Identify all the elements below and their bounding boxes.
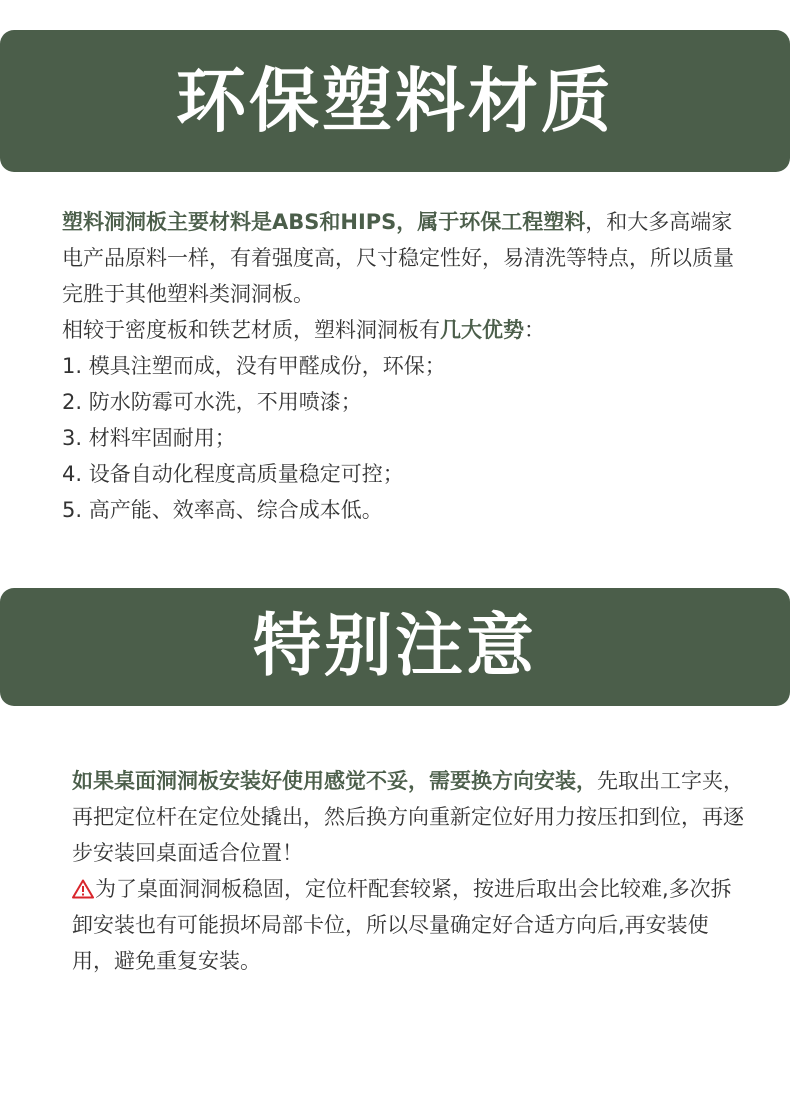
advantage-item: 2. 防水防霉可水洗，不用喷漆； <box>62 390 362 414</box>
compare-highlight: 几大优势 <box>440 318 524 342</box>
advantage-item: 5. 高产能、效率高、综合成本低。 <box>62 498 383 522</box>
intro-highlight: 塑料洞洞板主要材料是ABS和HIPS，属于环保工程塑料 <box>62 210 586 234</box>
intro-rest: ，和大多高端家电产品原料一样，有着强度高，尺寸稳定性好，易清洗等特点，所以质量完胜于其他塑料类洞洞板。 <box>62 210 734 306</box>
compare-suffix: ： <box>524 318 545 342</box>
section-banner-material <box>0 30 790 172</box>
install-note <box>72 763 744 871</box>
advantage-item: 3. 材料牢固耐用； <box>62 426 236 450</box>
material-description <box>62 204 742 528</box>
advantage-item: 1. 模具注塑而成，没有甲醛成份，环保； <box>62 354 446 378</box>
install-note-highlight: 如果桌面洞洞板安装好使用感觉不妥，需要换方向安装， <box>72 769 597 793</box>
intro-paragraph <box>62 204 742 312</box>
warning-triangle-icon <box>72 874 94 894</box>
warning-note <box>72 871 744 979</box>
advantages-list <box>62 348 742 528</box>
notice-description <box>72 763 744 979</box>
install-note-rest: 先取出工字夹，再把定位杆在定位处撬出，然后换方向重新定位好用力按压扣到位，再逐步安装回桌面适合位置！ <box>72 769 744 865</box>
compare-line <box>62 312 742 348</box>
section-title-material: 环保塑料材质 <box>176 60 614 142</box>
compare-prefix: 相较于密度板和铁艺材质，塑料洞洞板有 <box>62 318 440 342</box>
warning-text: 为了桌面洞洞板稳固，定位杆配套较紧，按进后取出会比较难,多次拆卸安装也有可能损坏局部卡位，所以尽量确定好合适方向后,再安装使用，避免重复安装。 <box>72 877 732 973</box>
section-title-notice: 特别注意 <box>252 607 537 686</box>
section-banner-notice <box>0 588 790 706</box>
advantage-item: 4. 设备自动化程度高质量稳定可控； <box>62 462 404 486</box>
